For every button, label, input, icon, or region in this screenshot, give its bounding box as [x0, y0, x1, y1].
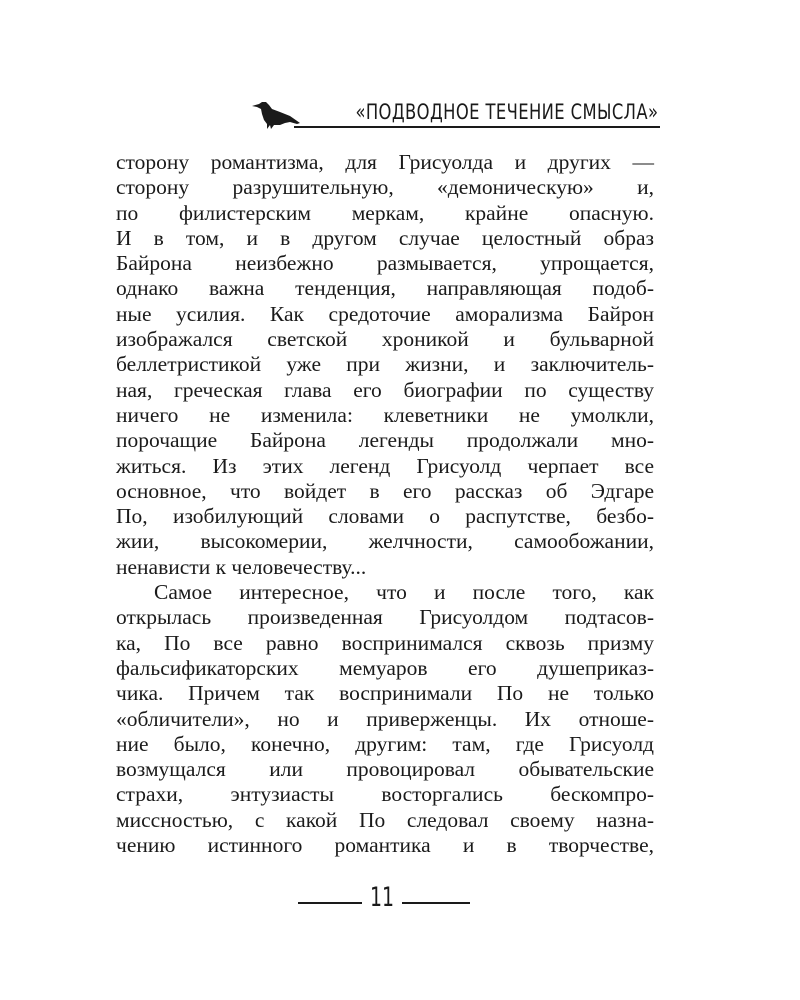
footer-rule-left — [298, 902, 362, 904]
running-title: «ПОДВОДНОЕ ТЕЧЕНИЕ СМЫСЛА» — [355, 100, 658, 124]
page-footer — [298, 882, 470, 912]
paragraph-start-line: Самое интересное, что и после того, как — [154, 580, 654, 605]
text-line: «обличители», но и приверженцы. Их отноше- — [116, 706, 654, 731]
text-line: Байрона неизбежно размывается, упрощается, — [116, 251, 654, 276]
text-line: беллетристикой уже при жизни, и заключитель- — [116, 352, 654, 377]
text-line: миссностью, с какой По следовал своему назна- — [116, 807, 654, 832]
text-line: по филистерским меркам, крайне опасную. — [116, 200, 654, 225]
text-line: возмущался или провоцировал обывательские — [116, 757, 654, 782]
text-line: чика. Причем так воспринимали По не только — [116, 681, 654, 706]
text-line: порочащие Байрона легенды продолжали мно- — [116, 428, 654, 453]
text-line: И в том, и в другом случае целостный образ — [116, 225, 654, 250]
text-line: ние было, конечно, другим: там, где Грисуолд — [116, 731, 654, 756]
text-line: ные усилия. Как средоточие аморализма Байрон — [116, 301, 654, 326]
text-line: жии, высокомерии, желчности, самообожании, — [116, 529, 654, 554]
text-line: чению истинного романтика и в творчестве, — [116, 833, 654, 858]
running-header — [250, 96, 660, 132]
text-line: ная, греческая глава его биографии по существу — [116, 377, 654, 402]
text-line: страхи, энтузиасты восторгались бескомпро- — [116, 782, 654, 807]
paragraph-end-line: ненависти к человечеству... — [116, 554, 367, 579]
text-line: житься. Из этих легенд Грисуолд черпает все — [116, 453, 654, 478]
body-text — [116, 150, 654, 858]
text-line: сторону разрушительную, «демоническую» и, — [116, 175, 654, 200]
text-line: однако важна тенденция, направляющая подоб- — [116, 276, 654, 301]
header-rule — [294, 126, 660, 128]
text-line: основное, что войдет в его рассказ об Эдгаре — [116, 478, 654, 503]
text-line: ка, По все равно воспринимался сквозь призму — [116, 630, 654, 655]
text-line: открылась произведенная Грисуолдом подтасов- — [116, 605, 654, 630]
text-line: фальсификаторских мемуаров его душеприказ- — [116, 655, 654, 680]
text-line: сторону романтизма, для Грисуолда и других — — [116, 150, 654, 174]
text-line: ничего не изменила: клеветники не умолкли, — [116, 402, 654, 427]
footer-rule-right — [402, 902, 470, 904]
page-number: 11 — [369, 882, 395, 913]
text-line: По, изобилующий словами о распутстве, безбо- — [116, 504, 654, 529]
text-line: изображался светской хроникой и бульварной — [116, 327, 654, 352]
